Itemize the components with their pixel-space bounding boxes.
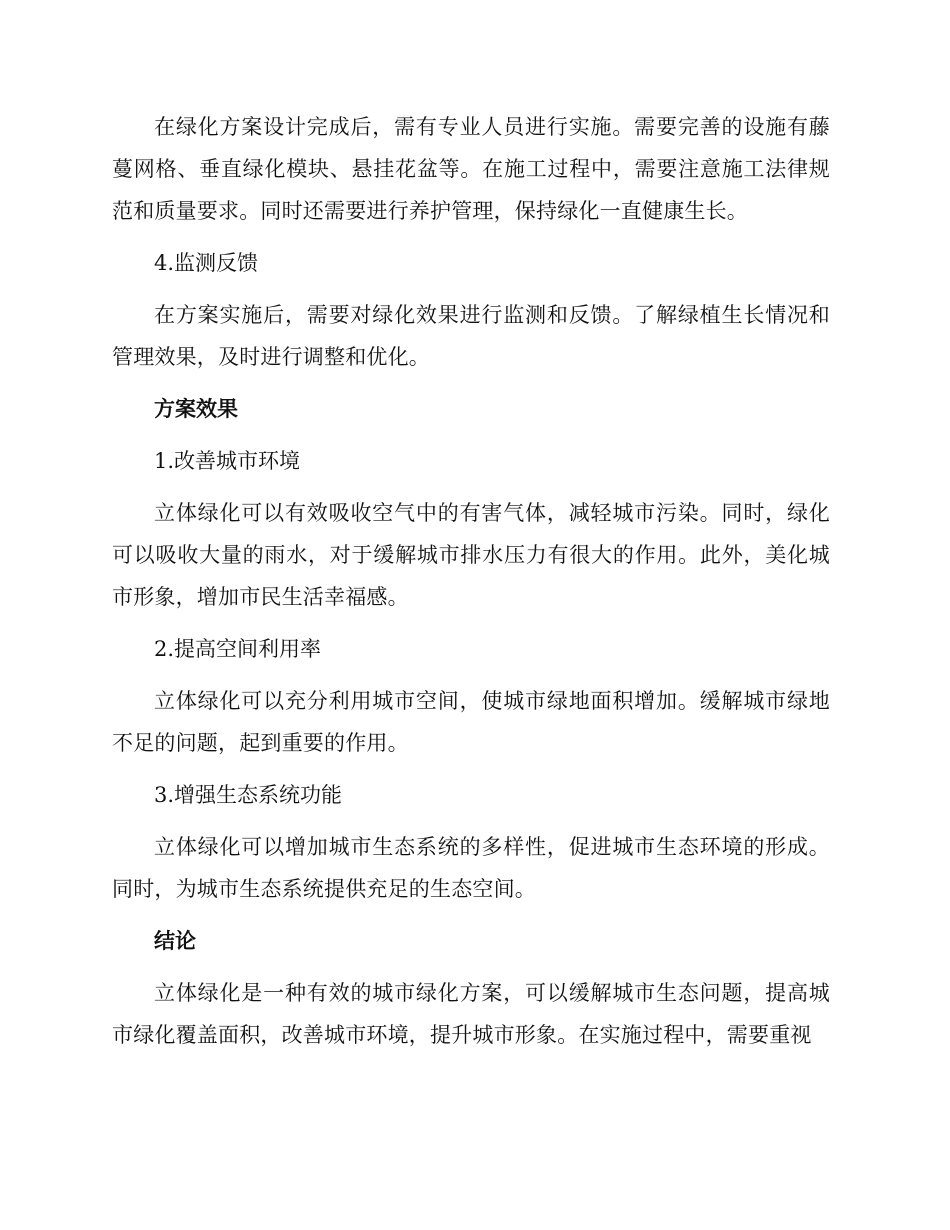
paragraph-implementation: 在绿化方案设计完成后，需有专业人员进行实施。需要完善的设施有藤蔓网格、垂直绿化模块、悬挂花盆等。在施工过程中，需要注意施工法律规范和质量要求。同时还需要进行养护管理，保持绿化一直健康生长。 — [112, 115, 830, 223]
subheading-improve-environment: 1.改善城市环境 — [154, 449, 301, 473]
subheading-ecosystem-function: 3.增强生态系统功能 — [154, 783, 343, 807]
heading-plan-effects: 方案效果 — [154, 397, 238, 421]
paragraph-conclusion: 立体绿化是一种有效的城市绿化方案，可以缓解城市生态问题，提高城市绿化覆盖面积，改善城市环境，提升城市形象。在实施过程中，需要重视 — [112, 981, 830, 1047]
subheading-monitoring-feedback: 4.监测反馈 — [154, 251, 259, 275]
subheading-space-utilization: 2.提高空间利用率 — [154, 637, 322, 661]
paragraph-ecosystem-function: 立体绿化可以增加城市生态系统的多样性，促进城市生态环境的形成。同时，为城市生态系统提供充足的生态空间。 — [112, 835, 830, 901]
heading-conclusion: 结论 — [154, 929, 196, 953]
paragraph-monitoring: 在方案实施后，需要对绿化效果进行监测和反馈。了解绿植生长情况和管理效果，及时进行调整和优化。 — [112, 303, 830, 369]
paragraph-improve-environment: 立体绿化可以有效吸收空气中的有害气体，减轻城市污染。同时，绿化可以吸收大量的雨水，对于缓解城市排水压力有很大的作用。此外，美化城市形象，增加市民生活幸福感。 — [112, 501, 830, 609]
paragraph-space-utilization: 立体绿化可以充分利用城市空间，使城市绿地面积增加。缓解城市绿地不足的问题，起到重要的作用。 — [112, 689, 830, 755]
document-body — [112, 106, 830, 1066]
